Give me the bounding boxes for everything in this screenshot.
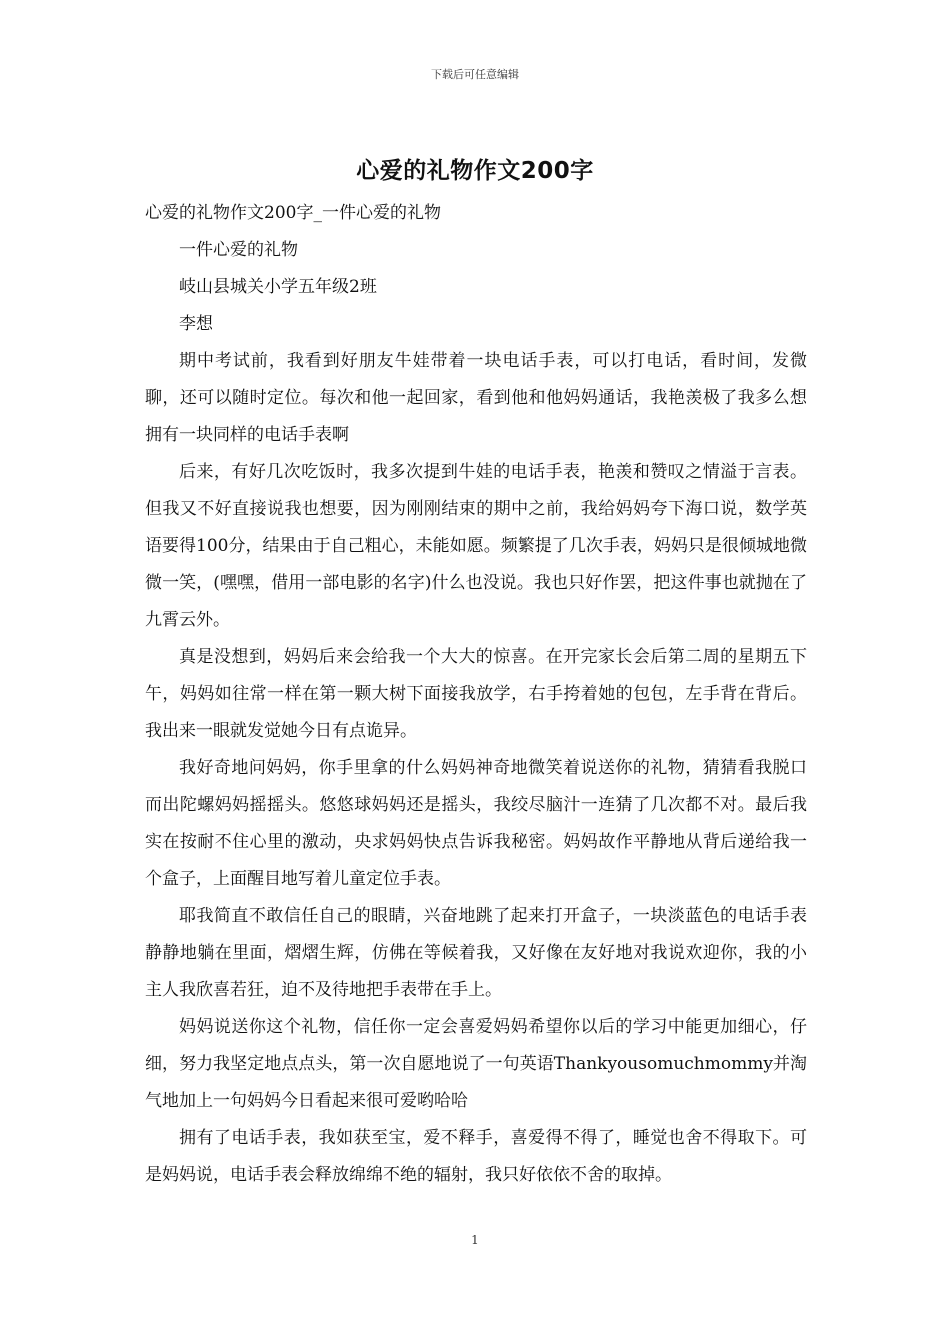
paragraph: 拥有了电话手表，我如获至宝，爱不释手，喜爱得不得了，睡觉也舍不得取下。可是妈妈说，电话手表会释放绵绵不绝的辐射，我只好依依不舍的取掉。 (145, 1128, 807, 1185)
paragraph: 妈妈说送你这个礼物，信任你一定会喜爱妈妈希望你以后的学习中能更加细心，仔细，努力我坚定地点点头，第一次自愿地说了一句英语Thankyousomuchmommy并淘气地加上一句妈妈今日看起来很可爱哟哈哈 (145, 1017, 807, 1111)
paragraph: 后来，有好几次吃饭时，我多次提到牛娃的电话手表，艳羡和赞叹之情溢于言表。但我又不好直接说我也想要，因为刚刚结束的期中之前，我给妈妈夸下海口说，数学英语要得100分，结果由于自己粗心，未能如愿。频繁提了几次手表，妈妈只是很倾城地微微一笑，(嘿嘿，借用一部电影的名字)什么也没说。我也只好作罢，把这件事也就抛在了九霄云外。 (145, 462, 807, 630)
paragraph: 耶我简直不敢信任自己的眼睛，兴奋地跳了起来打开盒子，一块淡蓝色的电话手表静静地躺在里面，熠熠生辉，仿佛在等候着我，又好像在友好地对我说欢迎你，我的小主人我欣喜若狂，迫不及待地把手表带在手上。 (145, 906, 807, 1000)
paragraph: 真是没想到，妈妈后来会给我一个大大的惊喜。在开完家长会后第二周的星期五下午，妈妈如往常一样在第一颗大树下面接我放学，右手挎着她的包包，左手背在背后。我出来一眼就发觉她今日有点诡异。 (145, 647, 807, 741)
paragraph-author: 李想 (179, 314, 213, 334)
page-number: 1 (471, 1233, 479, 1247)
document-subtitle: 心爱的礼物作文200字_一件心爱的礼物 (145, 203, 441, 223)
paragraph: 期中考试前，我看到好朋友牛娃带着一块电话手表，可以打电话，看时间，发微聊，还可以随时定位。每次和他一起回家，看到他和他妈妈通话，我艳羡极了我多么想拥有一块同样的电话手表啊 (145, 351, 807, 445)
page-header-note: 下载后可任意编辑 (431, 68, 519, 81)
paragraph-essay-title: 一件心爱的礼物 (179, 240, 298, 260)
document-title: 心爱的礼物作文200字 (356, 158, 594, 184)
document-body (145, 195, 807, 1194)
paragraph: 我好奇地问妈妈，你手里拿的什么妈妈神奇地微笑着说送你的礼物，猜猜看我脱口而出陀螺妈妈摇摇头。悠悠球妈妈还是摇头，我绞尽脑汁一连猜了几次都不对。最后我实在按耐不住心里的激动，央求妈妈快点告诉我秘密。妈妈故作平静地从背后递给我一个盒子，上面醒目地写着儿童定位手表。 (145, 758, 807, 889)
paragraph-school-class: 岐山县城关小学五年级2班 (179, 277, 377, 297)
